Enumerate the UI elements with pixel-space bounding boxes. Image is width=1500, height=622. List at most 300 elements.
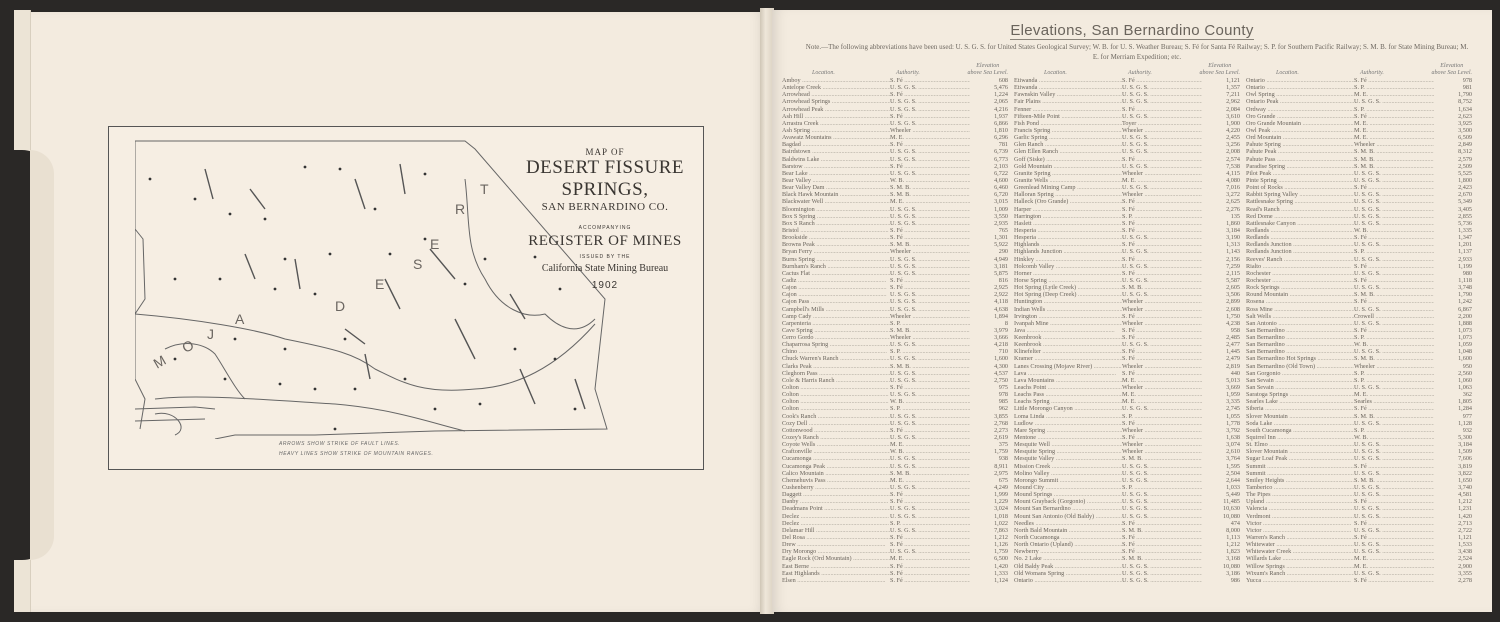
table-row [782,520,1012,527]
table-row [782,134,1012,141]
elevation: 1,445 [1226,348,1240,356]
authority: S. M. B. ..... [1354,148,1434,155]
table-row [782,98,1012,105]
location-name: Mound Springs ..... [1014,491,1122,498]
table-row [1246,548,1476,555]
authority: S. Fé ..... [890,427,970,434]
table-row [1014,270,1244,277]
elevation: 1,805 [1458,398,1472,406]
elevation: 1,128 [1458,419,1472,427]
authority: U. S. G. S. ..... [1354,484,1434,491]
location-name: Pahute Peak ..... [1246,148,1354,155]
table-row [1014,405,1244,412]
elevation: 2,524 [1458,555,1472,563]
authority: U. S. G. S. ..... [890,213,970,220]
authority: M. E. ..... [1354,120,1434,127]
elevation: 2,750 [994,376,1008,384]
elevation: 4,949 [994,255,1008,263]
location-name: South Cucamonga ..... [1246,427,1354,434]
map-title-block [485,147,725,291]
elevation: 5,736 [1458,219,1472,227]
elevation: 1,999 [994,491,1008,499]
authority: M. E. ..... [1354,134,1434,141]
table-row [782,170,1012,177]
location-name: Granite Wells ..... [1014,177,1122,184]
authority: S. P. ..... [1122,413,1202,420]
elevation: 1,900 [1226,119,1240,127]
authority: U. S. G. S. ..... [1122,513,1202,520]
table-row [1014,170,1244,177]
location-name: Rabbit Spring Valley ..... [1246,191,1354,198]
authority: M. E. ..... [890,555,970,562]
authority: S. M. B. ..... [1122,527,1202,534]
elevation: 7,863 [994,526,1008,534]
authority: S. Fé ..... [1122,256,1202,263]
table-row [782,327,1012,334]
table-row [1246,513,1476,520]
authority: S. Fé ..... [890,498,970,505]
authority: U. S. G. S. ..... [1122,234,1202,241]
elevation: 6,296 [994,134,1008,142]
location-name: Lanes Crossing (Mojave River) ..... [1014,363,1122,370]
authority: S. Fé ..... [890,227,970,234]
authority: S. Fé ..... [1354,298,1434,305]
map-area [135,139,695,439]
authority: W. B. ..... [890,177,970,184]
elevation: 4,080 [1226,176,1240,184]
location-name: Molino Valley ..... [1014,470,1122,477]
elevation: 1,420 [994,562,1008,570]
abbreviation-note: Note.—The following abbreviations have been used: U. S. G. S. for United States Geological Survey; W. B. for U. S. Weather Bureau; S. Fé for Santa Fé Railway; S. P. for Southern Pacific Railway; S. M. B. for State Mining Bureau; M. E. for Merriam Expedition; etc. [805,43,1469,61]
column-header [1246,63,1476,77]
location-name: Goff (Siske) ..... [1014,156,1122,163]
location-name: Cleghorn Pass ..... [782,370,890,377]
elevation: 3,506 [1226,291,1240,299]
elevation: 3,666 [994,334,1008,342]
table-row [1246,434,1476,441]
table-row [782,391,1012,398]
elevation: 2,485 [1226,334,1240,342]
map-frame [108,126,704,470]
table-row [1014,327,1244,334]
table-row [1246,141,1476,148]
header-location: Location. [1044,70,1067,76]
location-name: San Antonio ..... [1246,320,1354,327]
svg-text:T: T [480,181,489,197]
table-row [1014,413,1244,420]
table-row [1014,391,1244,398]
location-name: Harrington ..... [1014,213,1122,220]
table-row [782,405,1012,412]
table-row [1246,306,1476,313]
authority: S. Fé ..... [1122,434,1202,441]
authority: Wheeler ..... [890,127,970,134]
location-name: San Sevain ..... [1246,377,1354,384]
authority: M. E. ..... [890,477,970,484]
location-name: East Highlands ..... [782,570,890,577]
table-row [1014,341,1244,348]
authority: U. S. G. S. ..... [1354,384,1434,391]
table-row [1014,427,1244,434]
location-name: Java ..... [1014,327,1122,334]
location-name: St. Elmo ..... [1246,441,1354,448]
table-row [1246,534,1476,541]
location-name: Cottonwood ..... [782,427,890,434]
authority: U. S. G. S. ..... [1122,477,1202,484]
location-name: Declez ..... [782,520,890,527]
authority: S. Fé ..... [890,563,970,570]
authority: M. E. ..... [1122,177,1202,184]
table-row [1014,227,1244,234]
authority: U. S. G. S. ..... [890,84,970,91]
authority: S. Fé ..... [890,91,970,98]
table-row [1246,113,1476,120]
location-name: Mesquite Spring ..... [1014,448,1122,455]
location-name: Leachs Pass ..... [1014,391,1122,398]
table-row [1246,263,1476,270]
table-row [782,263,1012,270]
authority: U. S. G. S. ..... [890,355,970,362]
authority: S. M. B. ..... [1354,156,1434,163]
map-subtitle: SAN BERNARDINO CO. [541,201,669,213]
table-row [782,270,1012,277]
location-name: San Bernardino ..... [1246,348,1354,355]
elevation: 2,103 [994,162,1008,170]
elevation: 10,080 [1222,512,1240,520]
location-name: Deadmans Point ..... [782,505,890,512]
elevation: 4,115 [1226,169,1240,177]
elevation: 2,560 [1458,369,1472,377]
authority: U. S. G. S. ..... [1122,91,1202,98]
location-name: Eagle Rock (Ord Mountain) ..... [782,555,890,562]
table-row [1014,370,1244,377]
header-location: Location. [812,70,835,76]
authority: U. S. G. S. ..... [890,527,970,534]
authority: S. P. ..... [1354,106,1434,113]
authority: S. Fé ..... [1354,234,1434,241]
elevation: 1,212 [1226,541,1240,549]
table-row [1014,284,1244,291]
elevation: 1,033 [1226,484,1240,492]
elevation: 2,423 [1458,184,1472,192]
authority: U. S. G. S. ..... [1122,248,1202,255]
elevation: 7,606 [1458,455,1472,463]
authority: S. P. ..... [1354,377,1434,384]
elevation: 978 [1462,77,1472,84]
elevation: 1,790 [1458,91,1472,99]
elevation: 3,074 [1226,441,1240,449]
table-row [782,206,1012,213]
svg-text:E: E [430,236,440,252]
authority: U. S. G. S. ..... [1354,505,1434,512]
location-name: Cucamonga Peak ..... [782,463,890,470]
table-row [782,434,1012,441]
location-name: Holcomb Valley ..... [1014,263,1122,270]
table-row [782,555,1012,562]
authority: Wheeler ..... [1122,170,1202,177]
location-name: Hinkley ..... [1014,256,1122,263]
table-row [1014,298,1244,305]
elevation: 6,509 [1458,134,1472,142]
location-name: Irvington ..... [1014,313,1122,320]
authority: S. Fé ..... [1122,348,1202,355]
authority: U. S. G. S. ..... [1354,320,1434,327]
location-name: Mesquite Well ..... [1014,441,1122,448]
location-name: Needles ..... [1014,520,1122,527]
location-name: Whitewater Creek ..... [1246,548,1354,555]
location-name: Ludlow ..... [1014,420,1122,427]
location-name: Browns Peak ..... [782,241,890,248]
authority: M. E. ..... [1354,391,1434,398]
authority: Wheeler ..... [1122,127,1202,134]
location-name: Willow Springs ..... [1246,563,1354,570]
elevation: 1,650 [1458,476,1472,484]
elevation: 8,000 [1226,526,1240,534]
authority: Wheeler ..... [1122,191,1202,198]
location-name: Little Morongo Canyon ..... [1014,405,1122,412]
authority: U. S. G. S. ..... [1354,206,1434,213]
authority: U. S. G. S. ..... [1354,306,1434,313]
table-row [1246,248,1476,255]
legend-line-2: HEAVY LINES SHOW STRIKE OF MOUNTAIN RANGES. [279,451,434,457]
table-row [1246,156,1476,163]
elevation: 986 [1230,576,1240,584]
elevation: 440 [1230,369,1240,377]
authority: U. S. G. S. ..... [1122,184,1202,191]
authority: S. Fé ..... [1122,241,1202,248]
table-row [1014,548,1244,555]
elevation: 2,625 [1226,198,1240,206]
authority: U. S. G. S. ..... [1354,270,1434,277]
table-row [782,241,1012,248]
table-row [1014,113,1244,120]
elevation: 2,713 [1458,519,1472,527]
authority: S. Fé ..... [1354,184,1434,191]
location-name: Camp Cady ..... [782,313,890,320]
elevation: 5,349 [1458,198,1472,206]
authority: U. S. G. S. ..... [1354,448,1434,455]
location-name: Paradise Spring ..... [1246,163,1354,170]
table-row [1014,384,1244,391]
table-row [1246,206,1476,213]
elevation: 2,610 [1226,448,1240,456]
table-row [782,213,1012,220]
elevation: 1,124 [994,576,1008,584]
elevation: 3,669 [1226,384,1240,392]
table-row [1014,277,1244,284]
elevation: 1,212 [994,534,1008,541]
table-row [1246,391,1476,398]
table-row [1246,355,1476,362]
location-name: Warren's Ranch ..... [1246,534,1354,541]
elevation: 5,476 [994,84,1008,92]
table-row [1246,291,1476,298]
authority: S. P. ..... [890,348,970,355]
location-name: Saratoga Springs ..... [1246,391,1354,398]
location-name: Rattlesnake Canyon ..... [1246,220,1354,227]
authority: U. S. G. S. ..... [1354,170,1434,177]
elevation: 2,479 [1226,355,1240,363]
table-row [782,484,1012,491]
table-row [1246,270,1476,277]
authority: S. Fé ..... [1354,463,1434,470]
table-row [1014,234,1244,241]
elevation: 5,013 [1226,376,1240,384]
table-row [1246,320,1476,327]
authority: U. S. G. S. ..... [1354,241,1434,248]
authority: S. Fé ..... [1354,263,1434,270]
table-row [782,306,1012,313]
authority: S. Fé ..... [1122,520,1202,527]
location-name: Avawatz Mountains ..... [782,134,890,141]
location-name: Drew ..... [782,541,890,548]
table-row [1246,227,1476,234]
location-name: Salt Wells ..... [1246,313,1354,320]
location-name: Danby ..... [782,498,890,505]
authority: Crowell ..... [1354,313,1434,320]
elevation: 1,229 [994,498,1008,506]
elevation: 938 [998,455,1008,463]
location-name: East Berne ..... [782,563,890,570]
authority: S. M. B. ..... [890,363,970,370]
elevation: 1,959 [1226,391,1240,399]
authority: S. P. ..... [1122,484,1202,491]
location-name: Searles Lake ..... [1246,398,1354,405]
header-elevation: Elevation above Sea Level. [1431,63,1472,76]
table-row [1246,191,1476,198]
location-name: Colton ..... [782,384,890,391]
elevation: 3,355 [1458,569,1472,577]
authority: U. S. G. S. ..... [1354,198,1434,205]
svg-text:A: A [235,311,245,327]
table-row [1014,291,1244,298]
table-row [782,505,1012,512]
authority: U. S. G. S. ..... [890,370,970,377]
location-name: San Bernardino Hot Springs ..... [1246,355,1354,362]
authority: S. P. ..... [1354,84,1434,91]
authority: M. E. ..... [1354,555,1434,562]
elevation: 2,935 [994,219,1008,227]
table-row [1014,127,1244,134]
location-name: Cozey's Ranch ..... [782,434,890,441]
authority: S. M. B. ..... [1354,413,1434,420]
table-row [782,220,1012,227]
elevation: 3,550 [994,212,1008,220]
location-name: Horse Spring ..... [1014,277,1122,284]
authority: S. Fé ..... [1122,220,1202,227]
location-name: Mount Grayback (Gorgonio) ..... [1014,498,1122,505]
location-name: Daggett ..... [782,491,890,498]
elevation: 10,630 [1222,505,1240,513]
authority: Wheeler ..... [1122,363,1202,370]
location-name: Delamar Hill ..... [782,527,890,534]
table-row [1246,484,1476,491]
table-row [1246,491,1476,498]
table-row [1246,498,1476,505]
table-row [1014,213,1244,220]
elevation: 765 [998,226,1008,234]
authority: S. M. B. ..... [1354,163,1434,170]
table-row [1246,398,1476,405]
table-row [782,498,1012,505]
location-name: Indian Wells ..... [1014,306,1122,313]
table-row [782,341,1012,348]
authority: S. Fé ..... [890,163,970,170]
table-row [1014,191,1244,198]
location-name: Mission Creek ..... [1014,463,1122,470]
authority: U. S. G. S. ..... [1354,491,1434,498]
location-name: Victor ..... [1246,520,1354,527]
elevation: 2,156 [1226,255,1240,263]
table-row [1246,170,1476,177]
table-row [1246,405,1476,412]
column-header [1014,63,1244,77]
elevation: 2,933 [1458,255,1472,263]
table-row [1246,420,1476,427]
table-row [1246,527,1476,534]
location-name: Pahute Pass ..... [1246,156,1354,163]
table-row [1246,313,1476,320]
authority: U. S. G. S. ..... [890,263,970,270]
table-row [1014,220,1244,227]
elevation: 5,300 [1458,434,1472,442]
location-name: Pinte Spring ..... [1246,177,1354,184]
elevation: 1,121 [1458,534,1472,541]
table-row [782,470,1012,477]
authority: S. Fé ..... [890,113,970,120]
elevation: 1,059 [1458,341,1472,349]
location-name: Cucamonga ..... [782,455,890,462]
table-row [1014,141,1244,148]
authority: Wheeler ..... [1122,298,1202,305]
elevation: 1,509 [1458,448,1472,456]
table-row [1246,577,1476,584]
elevation: 3,748 [1458,284,1472,292]
elevation: 675 [998,476,1008,484]
table-row [782,413,1012,420]
elevation: 1,600 [1458,355,1472,363]
location-name: Summit ..... [1246,470,1354,477]
location-name: Garlic Spring ..... [1014,134,1122,141]
table-row [782,256,1012,263]
location-name: Whitewater ..... [1246,541,1354,548]
elevation: 6,739 [994,148,1008,156]
table-row [1014,120,1244,127]
location-name: Summit ..... [1246,463,1354,470]
location-name: Dry Morongo ..... [782,548,890,555]
elevation: 3,184 [1458,441,1472,449]
location-name: Declez ..... [782,513,890,520]
authority: Wheeler ..... [890,313,970,320]
authority: Wheeler ..... [1354,363,1434,370]
table-row [1246,377,1476,384]
table-row [1014,470,1244,477]
table-row [1014,527,1244,534]
location-name: Campbell's Mills ..... [782,306,890,313]
table-row [782,534,1012,541]
table-row [1014,98,1244,105]
table-row [782,91,1012,98]
elevation: 2,962 [1226,98,1240,106]
table-row [1246,184,1476,191]
location-name: Pahute Spring ..... [1246,141,1354,148]
location-name: Colton ..... [782,405,890,412]
elevation: 2,608 [1226,305,1240,313]
table-row [1014,177,1244,184]
elevation: 2,115 [1226,269,1240,277]
table-row [1014,241,1244,248]
elevation: 1,048 [1458,348,1472,356]
